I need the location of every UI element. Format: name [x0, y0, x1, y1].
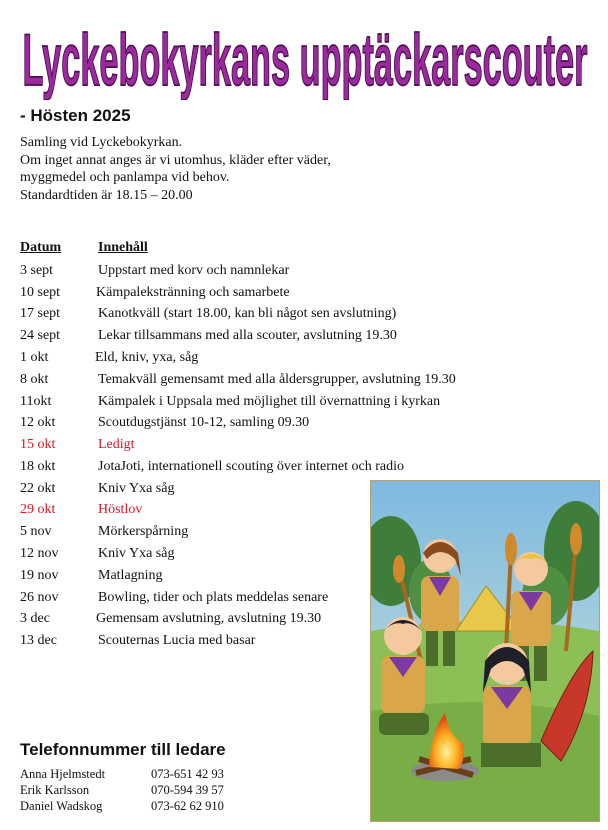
- row-content: Scouternas Lucia med basar: [98, 633, 256, 648]
- scout-boy-dark: [379, 617, 429, 735]
- row-content: Scoutdugstjänst 10-12, samling 09.30: [98, 415, 310, 430]
- row-content: Kämpalek i Uppsala med möjlighet till övernattning i kyrkan: [98, 394, 441, 409]
- page-title: [18, 8, 593, 100]
- row-date: 11okt: [20, 394, 52, 409]
- leader-phone: 073-62 62 910: [151, 799, 224, 813]
- row-content: Kniv Yxa såg: [98, 481, 175, 496]
- row-content: Eld, kniv, yxa, såg: [95, 350, 199, 365]
- row-date: 12 nov: [20, 546, 59, 561]
- contacts-title: Telefonnummer till ledare: [20, 740, 226, 759]
- row-date: 10 sept: [20, 285, 61, 300]
- header-date: Datum: [20, 240, 62, 255]
- row-date: 3 dec: [20, 611, 50, 626]
- row-date: 22 okt: [20, 481, 56, 496]
- row-content: Kanotkväll (start 18.00, kan bli något sen avslutning): [98, 306, 397, 321]
- row-date: 17 sept: [20, 306, 61, 321]
- row-content: Uppstart med korv och namnlekar: [98, 263, 290, 278]
- row-content: Temakväll gemensamt med alla åldersgrupper, avslutning 19.30: [98, 372, 456, 387]
- row-date: 8 okt: [20, 372, 49, 387]
- row-content: Höstlov: [98, 502, 143, 517]
- leader-name: Daniel Wadskog: [20, 799, 103, 813]
- row-content: Gemensam avslutning, avslutning 19.30: [96, 611, 322, 626]
- row-date: 1 okt: [20, 350, 49, 365]
- intro-line: myggmedel och panlampa vid behov.: [20, 170, 230, 185]
- row-date: 3 sept: [20, 263, 54, 278]
- row-date: 12 okt: [20, 415, 56, 430]
- intro-text: [20, 134, 440, 204]
- leader-phone: 070-594 39 57: [151, 783, 224, 797]
- leader-phone: 073-651 42 93: [151, 767, 224, 781]
- row-date: 5 nov: [20, 524, 52, 539]
- row-content: Matlagning: [98, 568, 163, 583]
- subtitle: - Hösten 2025: [20, 106, 131, 125]
- row-date: 13 dec: [20, 633, 57, 648]
- leader-name: Erik Karlsson: [20, 783, 90, 797]
- intro-line: Standardtiden är 18.15 – 20.00: [20, 187, 193, 203]
- row-date: 26 nov: [20, 590, 59, 605]
- row-content: JotaJoti, internationell scouting över internet och radio: [98, 459, 404, 474]
- row-content: Kniv Yxa såg: [98, 546, 175, 561]
- title-text: Lyckebokyrkans upptäckarscouter: [22, 18, 588, 100]
- row-date: 19 nov: [20, 568, 59, 583]
- intro-line: Om inget annat anges är vi utomhus, kläder efter väder,: [20, 152, 331, 168]
- intro-line: Samling vid Lyckebokyrkan.: [20, 135, 183, 150]
- row-date: 18 okt: [20, 459, 56, 474]
- row-content: Bowling, tider och plats meddelas senare: [98, 590, 329, 605]
- row-date: 24 sept: [20, 328, 61, 343]
- row-content: Mörkerspårning: [98, 524, 189, 539]
- scouts-campfire-illustration: [370, 480, 600, 822]
- row-date: 15 okt: [20, 437, 56, 452]
- row-content: Kämpalekstränning och samarbete: [96, 285, 290, 300]
- row-content: Lekar tillsammans med alla scouter, avslutning 19.30: [98, 328, 397, 343]
- leader-name: Anna Hjelmstedt: [20, 767, 106, 781]
- row-content: Ledigt: [98, 437, 135, 452]
- header-content: Innehåll: [98, 240, 148, 255]
- row-date: 29 okt: [20, 502, 56, 517]
